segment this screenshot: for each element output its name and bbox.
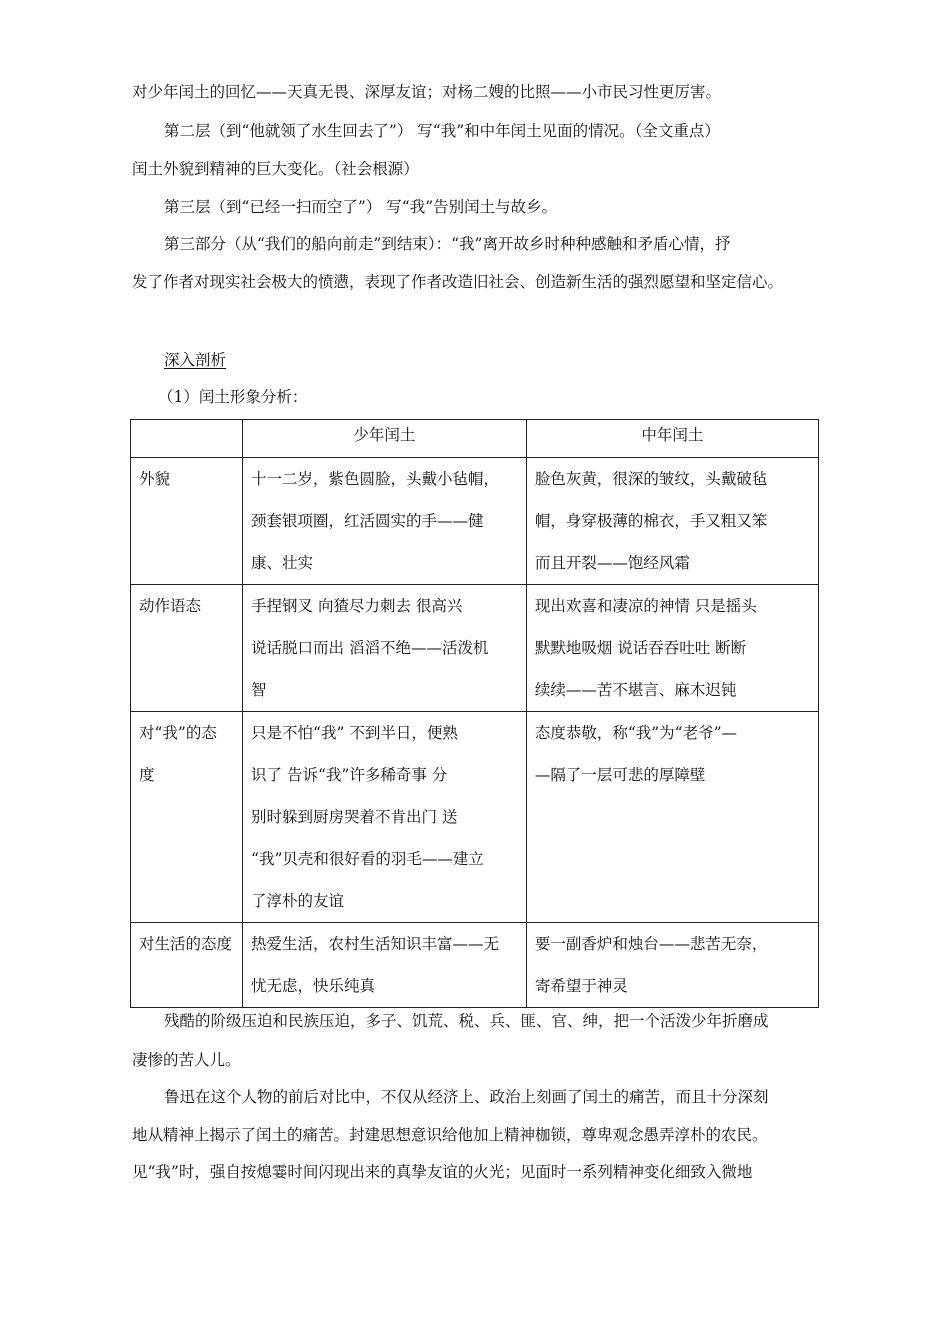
paragraph-line: 对少年闰土的回忆——天真无畏、深厚友谊；对杨二嫂的比照——小市民习性更厉害。 — [132, 83, 722, 101]
row-label-cell — [131, 585, 243, 712]
adult-cell — [526, 712, 818, 923]
row-label-cell — [131, 712, 243, 923]
cell-line: “我”贝壳和很好看的羽毛——建立 — [251, 850, 484, 868]
cell-line: 智 — [251, 681, 267, 699]
paragraph-line: 发了作者对现实社会极大的愤懑，表现了作者改造旧社会、创造新生活的强烈愿望和坚定信心。 — [132, 273, 784, 291]
row-label: 对生活的态度 — [139, 935, 233, 953]
cell-line: 寄希望于神灵 — [534, 977, 628, 995]
cell-line: 了淳朴的友谊 — [251, 892, 345, 910]
youth-cell — [243, 585, 527, 712]
cell-line: 默默地吸烟 说话吞吞吐吐 断断 — [534, 639, 747, 657]
paragraph-line: 凄惨的苦人儿。 — [132, 1051, 241, 1069]
cell-line: 十一二岁，紫色圆脸，头戴小毡帽， — [251, 470, 500, 488]
cell-line: 而且开裂——饱经风霜 — [534, 554, 690, 572]
cell-line: 康、壮实 — [251, 554, 314, 572]
table-header-cell: 中年闰土 — [526, 420, 818, 458]
cell-line: 忧无虑，快乐纯真 — [251, 977, 376, 995]
cell-line: 颈套银项圈，红活圆实的手——健 — [251, 512, 484, 530]
youth-cell — [243, 923, 527, 1008]
adult-cell — [526, 458, 818, 585]
paragraph-line: 第三层（到“已经一扫而空了”） 写“我”告别闰土与故乡。 — [164, 198, 558, 216]
subheading: （1）闰土形象分析： — [158, 388, 308, 406]
row-label: 度 — [139, 766, 155, 784]
row-label-cell — [131, 923, 243, 1008]
cell-line: 帽，身穿极薄的棉衣，手又粗又笨 — [534, 512, 768, 530]
table-row — [131, 923, 819, 1008]
cell-line: 现出欢喜和凄凉的神情 只是摇头 — [534, 597, 757, 615]
cell-line: 热爱生活，农村生活知识丰富——无 — [251, 935, 500, 953]
cell-line: 手捏钢叉 向猹尽力刺去 很高兴 — [251, 597, 463, 615]
table-row — [131, 585, 819, 712]
cell-line: 只是不怕“我” 不到半日，便熟 — [251, 724, 458, 742]
cell-line: 态度恭敬，称“我”为“老爷”— — [534, 724, 738, 742]
paragraph-line: 闰土外貌到精神的巨大变化。（社会根源） — [132, 160, 419, 178]
cell-line: 说话脱口而出 滔滔不绝——活泼机 — [251, 639, 489, 657]
row-label-cell — [131, 458, 243, 585]
paragraph-line: 第二层（到“他就领了水生回去了”） 写“我”和中年闰土见面的情况。（全文重点） — [164, 122, 720, 140]
table-header-cell — [131, 420, 243, 458]
cell-line: 识了 告诉“我”许多稀奇事 分 — [251, 766, 448, 784]
row-label: 外貌 — [139, 470, 171, 488]
paragraph-line: 第三部分（从“我们的船向前走”到结束）：“我”离开故乡时种种感触和矛盾心情，抒 — [164, 235, 731, 253]
table-header-cell: 少年闰土 — [243, 420, 527, 458]
paragraph-line: 见“我”时，强自按熄霎时间闪现出来的真挚友谊的火光；见面时一系列精神变化细致入微地 — [132, 1163, 753, 1181]
character-analysis-table — [130, 419, 819, 1008]
cell-line: 别时躲到厨房哭着不肯出门 送 — [251, 808, 458, 826]
cell-line: 脸色灰黄，很深的皱纹，头戴破毡 — [534, 470, 768, 488]
youth-cell — [243, 458, 527, 585]
section-heading: 深入剖析 — [164, 351, 227, 369]
paragraph-line: 鲁迅在这个人物的前后对比中，不仅从经济上、政治上刻画了闰土的痛苦，而且十分深刻 — [164, 1088, 769, 1106]
adult-cell — [526, 585, 818, 712]
table-row — [131, 712, 819, 923]
table-header-row — [131, 420, 819, 458]
adult-cell — [526, 923, 818, 1008]
row-label: 对“我”的态 — [139, 724, 217, 742]
paragraph-line: 残酷的阶级压迫和民族压迫，多子、饥荒、税、兵、匪、官、绅，把一个活泼少年折磨成 — [164, 1012, 769, 1030]
row-label: 动作语态 — [139, 597, 202, 615]
youth-cell — [243, 712, 527, 923]
table-row — [131, 458, 819, 585]
cell-line: 要一副香炉和烛台——悲苦无奈， — [534, 935, 768, 953]
cell-line: 续续——苦不堪言、麻木迟钝 — [534, 681, 737, 699]
paragraph-line: 地从精神上揭示了闰土的痛苦。封建思想意识给他加上精神枷锁，尊卑观念愚弄淳朴的农民。 — [132, 1126, 768, 1144]
cell-line: —隔了一层可悲的厚障壁 — [534, 766, 706, 784]
